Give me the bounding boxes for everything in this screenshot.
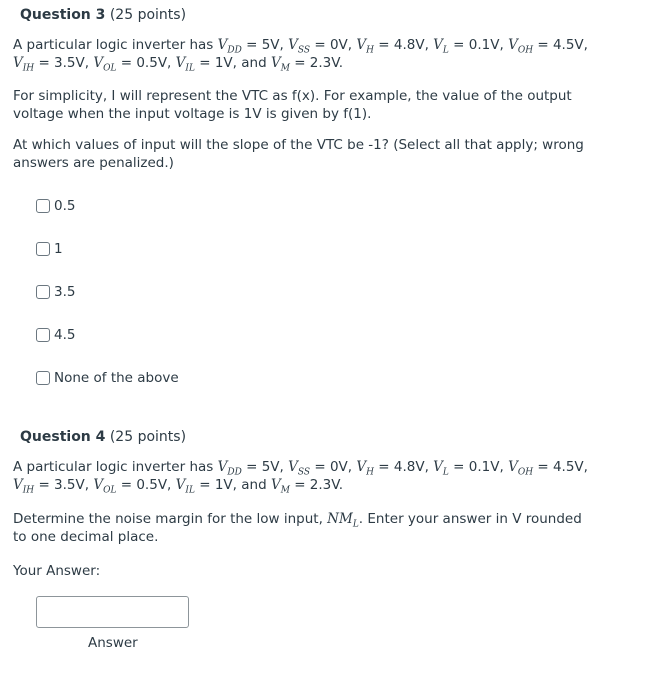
question-3-stem [13,36,613,72]
paragraph-line: answers are penalized.) [13,155,174,171]
option-0-5[interactable] [36,197,75,215]
answer-input[interactable] [36,596,189,628]
stem-text: A particular logic inverter has [13,37,218,53]
question-4-points: (25 points) [109,429,187,445]
question-4-stem [13,458,613,494]
vdd-value: = 5V, [241,37,289,53]
question-3-stem-line-2 [13,54,613,72]
question-4-header [20,428,640,446]
question-3-stem-line-1 [13,36,613,54]
your-answer-text: Your Answer: [13,563,101,579]
question-4-prompt-line-1 [13,510,613,528]
option-label: 0.5 [54,198,76,214]
vih-var: $V_{IH}$ [13,55,35,74]
vdd-var: $V_{DD}$ [217,37,242,56]
vm-value: = 2.3V. [289,477,344,493]
option-label: 1 [54,241,63,257]
vl-value: = 0.1V, [448,459,509,475]
vil-var: $V_{IL}$ [175,477,195,496]
paragraph-line: voltage when the input voltage is 1V is given by f(1). [13,106,372,122]
paragraph-line: For simplicity, I will represent the VTC as f(x). For example, the value of the output [13,88,572,104]
voh-var: $V_{OH}$ [508,459,534,478]
option-label: 4.5 [54,327,76,343]
option-4-5[interactable] [36,326,75,344]
vl-var: $V_L$ [433,37,449,56]
vih-var: $V_{IH}$ [13,477,35,496]
vss-value: = 0V, [310,37,357,53]
option-3-5[interactable] [36,283,75,301]
voh-value: = 4.5V, [533,459,588,475]
vm-value: = 2.3V. [289,55,344,71]
vl-var: $V_L$ [433,459,449,478]
answer-caption: Answer [88,635,138,651]
checkbox[interactable] [36,242,50,256]
question-3-title: Question 3 [20,7,106,23]
question-4-stem-line-1 [13,458,613,476]
vh-var: $V_H$ [356,459,374,478]
question-3-header [20,6,640,24]
nml-var: $NM_L$ [327,511,359,530]
option-none-of-the-above[interactable] [36,369,179,387]
option-1[interactable] [36,240,63,258]
vh-value: = 4.8V, [373,459,434,475]
stem-text: A particular logic inverter has [13,459,218,475]
vdd-value: = 5V, [241,459,289,475]
vol-value: = 0.5V, [116,477,176,493]
question-4-title: Question 4 [20,429,106,445]
voh-var: $V_{OH}$ [508,37,534,56]
question-4-prompt [13,510,613,546]
question-4 [20,428,640,446]
vil-value: = 1V, and [194,55,271,71]
vl-value: = 0.1V, [448,37,509,53]
question-4-prompt-line-2: to one decimal place. [13,529,159,545]
question-3-points: (25 points) [109,7,187,23]
prompt-text: Determine the noise margin for the low input, [13,511,328,527]
vil-value: = 1V, and [194,477,271,493]
checkbox[interactable] [36,285,50,299]
prompt-text: . Enter your answer in V rounded [358,511,582,527]
voh-value: = 4.5V, [533,37,588,53]
vss-value: = 0V, [310,459,357,475]
question-3-prompt [13,136,613,172]
vil-var: $V_{IL}$ [175,55,195,74]
vol-value: = 0.5V, [116,55,176,71]
paragraph-line: At which values of input will the slope of the VTC be -1? (Select all that apply; wrong [13,137,584,153]
vh-value: = 4.8V, [373,37,434,53]
vdd-var: $V_{DD}$ [217,459,242,478]
vss-var: $V_{SS}$ [288,459,311,478]
vol-var: $V_{OL}$ [93,477,117,496]
checkbox[interactable] [36,371,50,385]
option-label: None of the above [54,370,179,386]
checkbox[interactable] [36,199,50,213]
question-4-stem-line-2 [13,476,613,494]
vm-var: $V_M$ [270,55,290,74]
vh-var: $V_H$ [356,37,374,56]
vih-value: = 3.5V, [34,55,94,71]
checkbox[interactable] [36,328,50,342]
question-3 [20,6,640,24]
vih-value: = 3.5V, [34,477,94,493]
question-3-paragraph-2 [13,87,613,123]
option-label: 3.5 [54,284,76,300]
vss-var: $V_{SS}$ [288,37,311,56]
your-answer-label [13,562,613,580]
vol-var: $V_{OL}$ [93,55,117,74]
vm-var: $V_M$ [270,477,290,496]
